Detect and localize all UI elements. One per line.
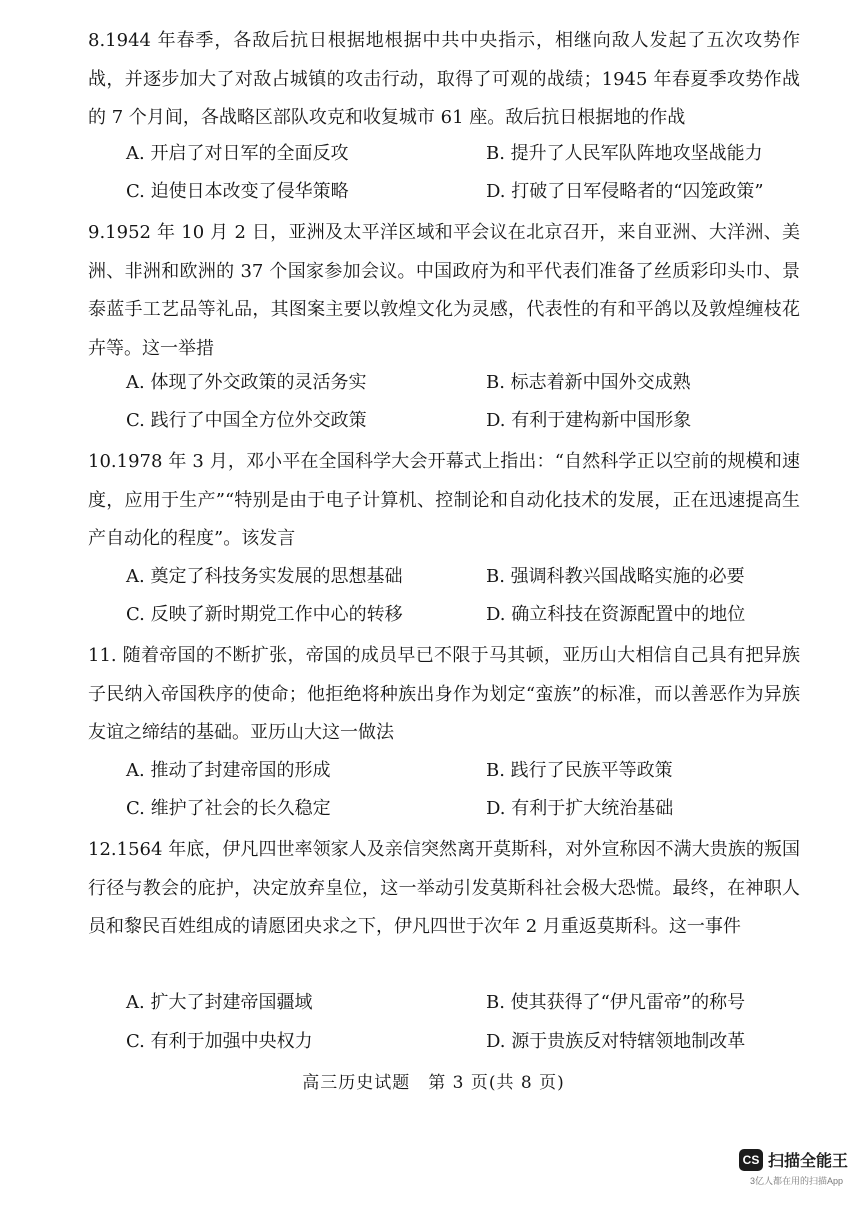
question-8-option-a[interactable]: A. 开启了对日军的全面反攻 <box>126 143 349 164</box>
question-11-option-b[interactable]: B. 践行了民族平等政策 <box>486 760 673 781</box>
question-10-option-a[interactable]: A. 奠定了科技务实发展的思想基础 <box>126 566 403 587</box>
question-8-stem: 8.1944 年春季，各敌后抗日根据地根据中共中央指示，相继向敌人发起了五次攻势作战，并逐步加大了对敌占城镇的攻击行动，取得了可观的战绩；1945 年春夏季攻势作战的 7 个月间，各战略区部队攻克和收复城市 61 座。敌后抗日根据地的作战 <box>88 30 800 128</box>
question-12-option-d[interactable]: D. 源于贵族反对特辖领地制改革 <box>486 1031 746 1052</box>
question-10-option-c[interactable]: C. 反映了新时期党工作中心的转移 <box>126 604 403 625</box>
question-8-option-c[interactable]: C. 迫使日本改变了侵华策略 <box>126 181 349 202</box>
question-9-option-d[interactable]: D. 有利于建构新中国形象 <box>486 410 692 431</box>
question-8-option-b[interactable]: B. 提升了人民军队阵地攻坚战能力 <box>486 143 763 164</box>
question-9-option-c[interactable]: C. 践行了中国全方位外交政策 <box>126 410 367 431</box>
question-10-option-b[interactable]: B. 强调科教兴国战略实施的必要 <box>486 566 745 587</box>
question-12-option-a[interactable]: A. 扩大了封建帝国疆域 <box>126 992 313 1013</box>
question-9-option-b[interactable]: B. 标志着新中国外交成熟 <box>486 372 691 393</box>
question-12-stem: 12.1564 年底，伊凡四世率领家人及亲信突然离开莫斯科，对外宣称因不满大贵族的叛国行径与教会的庇护，决定放弃皇位，这一举动引发莫斯科社会极大恐慌。最终，在神职人员和黎民百姓组成的请愿团央求之下，伊凡四世于次年 2 月重返莫斯科。这一事件 <box>88 839 800 937</box>
question-11-stem: 11. 随着帝国的不断扩张，帝国的成员早已不限于马其顿，亚历山大相信自己具有把异族子民纳入帝国秩序的使命；他拒绝将种族出身作为划定“蛮族”的标准，而以善恶作为异族友谊之缔结的基础。亚历山大这一做法 <box>88 645 800 743</box>
watermark-tagline: 3亿人都在用的扫描App <box>749 1176 843 1186</box>
page-footer: 高三历史试题 第 3 页(共 8 页) <box>302 1073 565 1093</box>
question-11-option-d[interactable]: D. 有利于扩大统治基础 <box>486 798 674 819</box>
question-9-option-a[interactable]: A. 体现了外交政策的灵活务实 <box>126 372 367 393</box>
question-10-stem: 10.1978 年 3 月，邓小平在全国科学大会开幕式上指出：“自然科学正以空前的规模和速度，应用于生产”“特别是由于电子计算机、控制论和自动化技术的发展，正在迅速提高生产自动化的程度”。该发言 <box>88 451 800 549</box>
scanner-watermark <box>739 1148 849 1208</box>
question-12-option-c[interactable]: C. 有利于加强中央权力 <box>126 1031 313 1052</box>
watermark-brand: 扫描全能王 <box>768 1153 849 1170</box>
cs-logo-icon: CS <box>739 1149 763 1171</box>
question-9-stem: 9.1952 年 10 月 2 日，亚洲及太平洋区域和平会议在北京召开，来自亚洲、大洋洲、美洲、非洲和欧洲的 37 个国家参加会议。中国政府为和平代表们准备了丝质彩印头巾、景泰蓝手工艺品等礼品，其图案主要以敦煌文化为灵感，代表性的有和平鸽以及敦煌缠枝花卉等。这一举措 <box>88 222 800 359</box>
question-10-option-d[interactable]: D. 确立科技在资源配置中的地位 <box>486 604 746 625</box>
question-11-option-a[interactable]: A. 推动了封建帝国的形成 <box>126 760 331 781</box>
question-12-option-b[interactable]: B. 使其获得了“伊凡雷帝”的称号 <box>486 992 746 1013</box>
question-8-option-d[interactable]: D. 打破了日军侵略者的“囚笼政策” <box>486 181 764 202</box>
question-11-option-c[interactable]: C. 维护了社会的长久稳定 <box>126 798 331 819</box>
